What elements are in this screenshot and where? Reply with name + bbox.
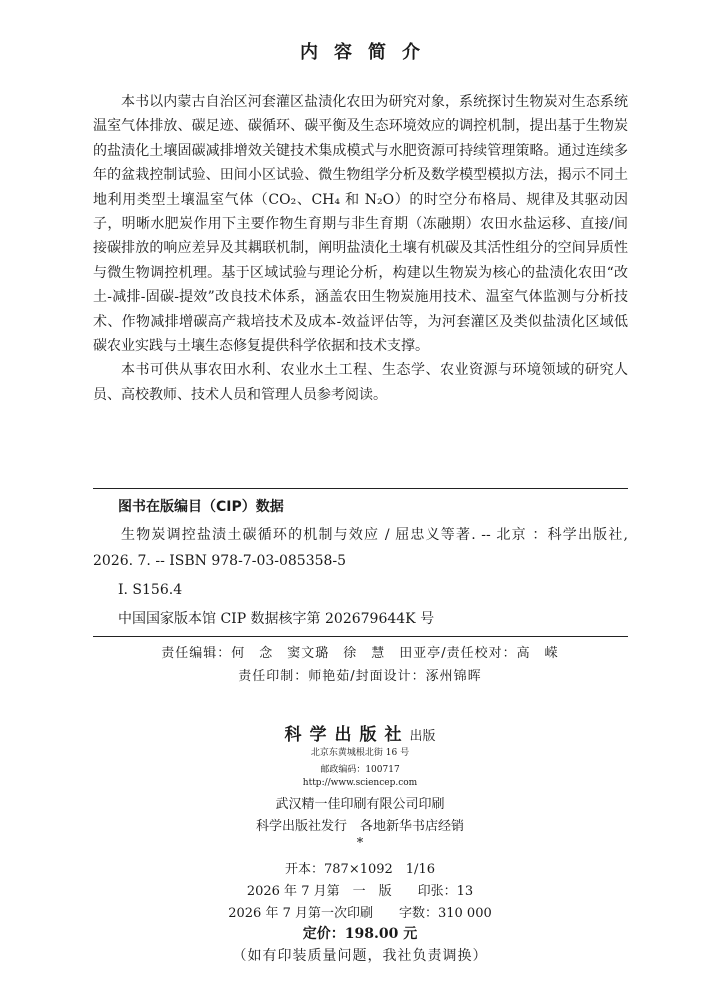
format-line: 开本：787×1092 1/16 xyxy=(285,862,435,877)
distribution-line: 科学出版社发行 各地新华书店经销 xyxy=(255,819,464,834)
cip-record-text: 生物炭调控盐渍土碳循环的机制与效应 / 屈忠义等著. -- 北京 ：科学出版社, 2026. 7. -- ISBN 978-7-03-085358-5 xyxy=(93,527,628,569)
cip-verification: 中国国家版本馆 CIP 数据核字第 202679644K 号 xyxy=(118,611,435,627)
cip-record xyxy=(93,522,628,574)
intro-text xyxy=(93,90,628,407)
cip-classification: I. S156.4 xyxy=(118,582,183,598)
section-title: 内容简介 xyxy=(300,42,436,63)
publisher-address: 北京东黄城根北街 16 号 xyxy=(310,748,410,758)
separator-star: * xyxy=(356,836,364,851)
publisher-website: http://www.sciencep.com xyxy=(302,778,418,788)
cip-heading: 图书在版编目（CIP）数据 xyxy=(118,499,284,515)
quality-note: （如有印装质量问题，我社负责调换） xyxy=(232,948,488,964)
publisher-logo: 科学出版社 xyxy=(284,725,410,745)
cip-top-rule xyxy=(93,488,628,489)
printing-line: 2026 年 7 月第一次印刷 字数：310 000 xyxy=(228,906,492,921)
intro-paragraph-1: 本书以内蒙古自治区河套灌区盐渍化农田为研究对象，系统探讨生物炭对生态系统温室气体排放、碳足迹、碳循环、碳平衡及生态环境效应的调控机制，提出基于生物炭的盐渍化土壤固碳减排增效关键技术集成模式与水肥资源可持续管理策略。通过连续多年的盆栽控制试验、田间小区试验、微生物组学分析及数学模型模拟方法，揭示不同土地利用类型土壤温室气体（CO₂、CH₄ 和 N₂O）的时空分布格局、规律及其驱动因子，明晰水肥炭作用下主要作物生育期与非生育期（冻融期）农田水盐运移、直接/间接碳排放的响应差异及其耦联机制，阐明盐渍化土壤有机碳及其活性组分的空间异质性与微生物调控机理。基于区域试验与理论分析，构建以生物炭为核心的盐渍化农田“改土-减排-固碳-提效”改良技术体系，涵盖农田生物炭施用技术、温室气体监测与分析技术、作物减排增碳高产栽培技术及成本-效益评估等，为河套灌区及类似盐渍化区域低碳农业实践与土壤生态修复提供科学依据和技术支撑。 xyxy=(93,94,628,355)
printer-line: 武汉精一佳印刷有限公司印刷 xyxy=(275,797,445,812)
price-line: 定价：198.00 元 xyxy=(302,926,418,942)
publisher-suffix: 出版 xyxy=(409,729,436,744)
edition-line: 2026 年 7 月第 一 版 印张：13 xyxy=(246,884,474,899)
publisher-line xyxy=(0,720,720,745)
cip-bottom-rule xyxy=(93,636,628,637)
publisher-postcode: 邮政编码：100717 xyxy=(320,765,400,775)
production-credits: 责任印制：师艳茹/封面设计：涿州锦晖 xyxy=(238,669,482,684)
editor-credits: 责任编辑：何 念 窦文璐 徐 慧 田亚亭/责任校对：高 嵘 xyxy=(161,646,559,661)
intro-paragraph-2: 本书可供从事农田水利、农业水土工程、生态学、农业资源与环境领域的研究人员、高校教师、技术人员和管理人员参考阅读。 xyxy=(93,362,628,403)
